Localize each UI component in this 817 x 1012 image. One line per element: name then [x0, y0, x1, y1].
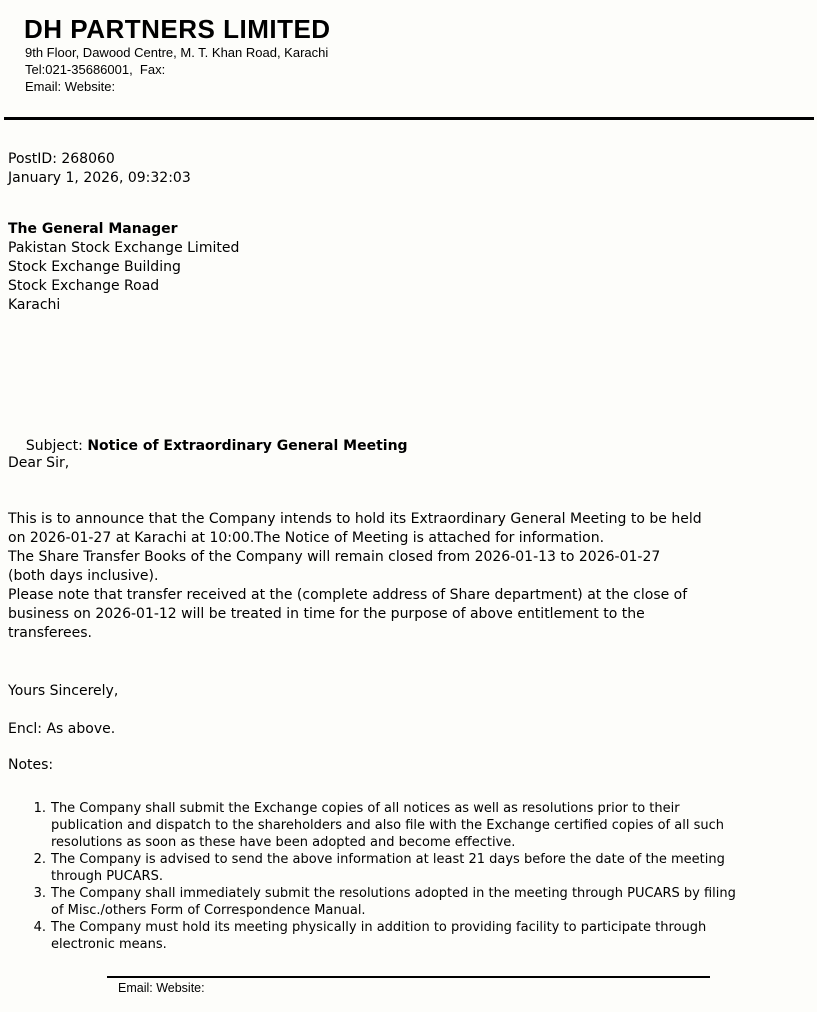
post-datetime: January 1, 2026, 09:32:03: [8, 170, 191, 186]
note-item: [32, 851, 736, 885]
body-line: The Share Transfer Books of the Company will remain closed from 2026-01-13 to 2026-01-27: [8, 549, 661, 565]
note-line: The Company shall submit the Exchange copies of all notices as well as resolutions prior to their: [51, 801, 680, 816]
note-line: The Company shall immediately submit the resolutions adopted in the meeting through PUCARS by filing: [51, 886, 736, 901]
note-number: 3.: [33, 886, 46, 901]
company-email-website-line: Email: Website:: [25, 79, 116, 94]
note-line: resolutions as soon as these have been adopted and become effective.: [51, 835, 516, 850]
salutation: Dear Sir,: [8, 455, 70, 471]
note-line: through PUCARS.: [51, 869, 163, 884]
post-id: PostID: 268060: [8, 151, 115, 167]
note-line: The Company must hold its meeting physically in addition to providing facility to participate through: [51, 920, 707, 935]
notes-label: Notes:: [8, 757, 54, 773]
notes-list: [32, 800, 736, 953]
recipient-title: The General Manager: [8, 221, 178, 237]
footer-divider: [107, 976, 710, 978]
body-line: on 2026-01-27 at Karachi at 10:00.The Notice of Meeting is attached for information.: [8, 530, 605, 546]
note-item: [32, 919, 736, 953]
closing: Yours Sincerely,: [8, 683, 119, 699]
recipient-line: Stock Exchange Building: [8, 259, 181, 275]
body-text: [8, 510, 702, 643]
note-number: 4.: [33, 920, 46, 935]
note-line: publication and dispatch to the shareholders and also file with the Exchange certified copies of all such: [51, 818, 724, 833]
company-telfax-line: Tel:021-35686001, Fax:: [25, 62, 166, 77]
subject-value: Notice of Extraordinary General Meeting: [87, 438, 408, 454]
note-line: of Misc./others Form of Correspondence Manual.: [51, 903, 366, 918]
note-line: The Company is advised to send the above information at least 21 days before the date of the meeting: [51, 852, 725, 867]
body-line: (both days inclusive).: [8, 568, 159, 584]
company-address-line: 9th Floor, Dawood Centre, M. T. Khan Road, Karachi: [25, 45, 329, 60]
company-name: DH PARTNERS LIMITED: [24, 14, 331, 44]
note-line: electronic means.: [51, 937, 167, 952]
recipient-block: [8, 220, 239, 315]
footer-email-website-line: Email: Website:: [118, 981, 205, 995]
body-line: business on 2026-01-12 will be treated in time for the purpose of above entitlement to the: [8, 606, 645, 622]
post-meta-block: [8, 150, 191, 188]
note-item: [32, 800, 736, 851]
note-item: [32, 885, 736, 919]
recipient-line: Karachi: [8, 297, 61, 313]
recipient-line: Stock Exchange Road: [8, 278, 160, 294]
body-line: Please note that transfer received at the (complete address of Share department) at the close of: [8, 587, 688, 603]
body-line: This is to announce that the Company intends to hold its Extraordinary General Meeting to be held: [8, 511, 702, 527]
note-number: 1.: [33, 801, 46, 816]
recipient-line: Pakistan Stock Exchange Limited: [8, 240, 240, 256]
note-number: 2.: [33, 852, 46, 867]
enclosure: Encl: As above.: [8, 721, 116, 737]
company-address-block: [25, 44, 328, 95]
header-divider: [4, 117, 814, 120]
body-line: transferees.: [8, 625, 92, 641]
subject-label: Subject:: [25, 438, 88, 454]
